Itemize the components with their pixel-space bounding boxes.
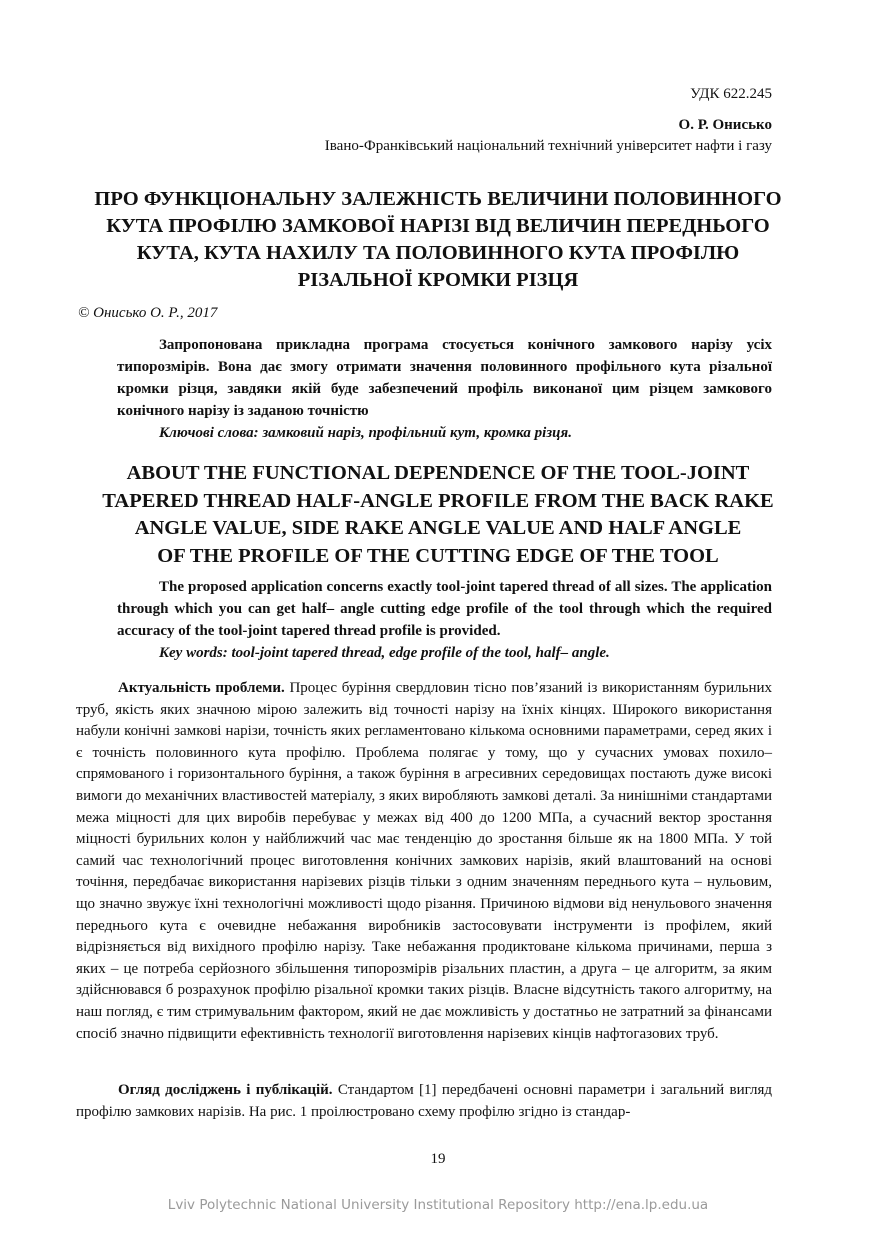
title-en-line: ABOUT THE FUNCTIONAL DEPENDENCE OF THE TOOL-JOINT [126, 462, 750, 484]
title-ukrainian [60, 186, 816, 294]
section-review [76, 1080, 772, 1123]
title-english [60, 460, 816, 570]
paragraph-text: Процес буріння свердловин тісно пов’язаний із використанням бурильних труб, якість яких значною мірою залежить від точності нарізу на їхніх кінцях. Широкого використання набули конічні замкові нарізи, точність яких регламентовано кількома основними параметрами, серед яких і є точність половинного кута профілю. Проблема полягає у тому, що у сучасних умовах похило–спрямованого і горизонтального буріння, а також буріння в агресивних середовищах постають дуже високі вимоги до механічних властивостей матеріалу, з яких виробляють замкові деталі. За нинішніми стандартами межа міцності для цих виробів перебуває у межах від 400 до 1200 МПа, а сучасний вектор зростання міцності бурильних колон у найближчий час має тенденцію до зростання більше як на 1800 МПа. У той самий час технологічний процес виготовлення конічних замкових нарізів, який влаштований на основі точіння, передбачає використання нарізевих різців тільки з одним значенням переднього кута – нульовим, що значно звужує їхні технологічні можливості щодо різання. Причиною відмови від ненульового значення переднього кута є очевидне небажання виробників застосовувати інструменти із профілем, який відрізняється від вихідного профілю нарізу. Таке небажання продиктоване кількома причинами, перша з яких – це потреба серйозного збільшення типорозмірів різальних пластин, а друга – це алгоритм, за яким здійснювався б розрахунок профілю різальної кромки таких різців. Власне відсутність такого алгоритму, на наш погляд, є тим стримувальним фактором, який не дає можливість у достатньо не затратний за фінансами спосіб значно підвищити ефективність технології виготовлення нарізевих кінців нафтогазових труб. [76, 680, 772, 1042]
paragraph-text: Стандартом [1] передбачені основні параметри і загальний вигляд профілю замкових нарізів. На рис. 1 проілюстровано схему профілю згідно із стандар- [76, 1082, 772, 1120]
paragraph [76, 1080, 772, 1123]
author-name: О. Р. Онисько [678, 117, 772, 133]
title-en-line: OF THE PROFILE OF THE CUTTING EDGE OF THE TOOL [157, 544, 719, 567]
section-heading: Огляд досліджень і публікацій. [118, 1082, 333, 1098]
udk-code: УДК 622.245 [690, 86, 772, 102]
title-en-line: TAPERED THREAD HALF-ANGLE PROFILE FROM THE BACK RAKE [102, 489, 774, 512]
section-heading: Актуальність проблеми. [118, 680, 285, 696]
title-ua-line: КУТА ПРОФІЛЮ ЗАМКОВОЇ НАРІЗІ ВІД ВЕЛИЧИН ПЕРЕДНЬОГО [106, 215, 770, 237]
abstract-ua-text: Запропонована прикладна програма стосується конічного замкового нарізу усіх типорозмірів. Вона дає змогу отримати значення половинного профільного кута різальної кромки різця, завдяки якій буде забезпечений профіль виконаної цим різцем замкового конічного нарізу із заданою точністю [117, 337, 772, 419]
title-ua-line: КУТА, КУТА НАХИЛУ ТА ПОЛОВИННОГО КУТА ПРОФІЛЮ [136, 242, 740, 264]
author-affiliation: Івано-Франківський національний технічний університет нафти і газу [324, 138, 772, 154]
title-ua-line: ПРО ФУНКЦІОНАЛЬНУ ЗАЛЕЖНІСТЬ ВЕЛИЧИНИ ПОЛОВИННОГО [94, 188, 782, 210]
keywords-en: Key words: tool-joint tapered thread, edge profile of the tool, half– angle. [159, 645, 610, 661]
title-ua-line: РІЗАЛЬНОЇ КРОМКИ РІЗЦЯ [297, 269, 579, 291]
copyright-notice: © Онисько О. Р., 2017 [78, 305, 218, 321]
keywords-ua: Ключові слова: замковий наріз, профільний кут, кромка різця. [159, 425, 572, 441]
page-number: 19 [430, 1151, 446, 1167]
abstract-english [117, 576, 772, 664]
section-relevance [76, 678, 772, 1045]
paragraph [76, 678, 772, 1045]
abstract-ukrainian [117, 334, 772, 444]
abstract-en-text: The proposed application concerns exactly tool-joint tapered thread of all sizes. The application through which you can get half– angle cutting edge profile of the tool through which the required accuracy of the tool-joint tapered thread profile is provided. [117, 579, 772, 639]
title-en-line: ANGLE VALUE, SIDE RAKE ANGLE VALUE AND HALF ANGLE [134, 517, 742, 539]
repository-footer: Lviv Polytechnic National University Institutional Repository http://ena.lp.edu.ua [167, 1197, 709, 1213]
